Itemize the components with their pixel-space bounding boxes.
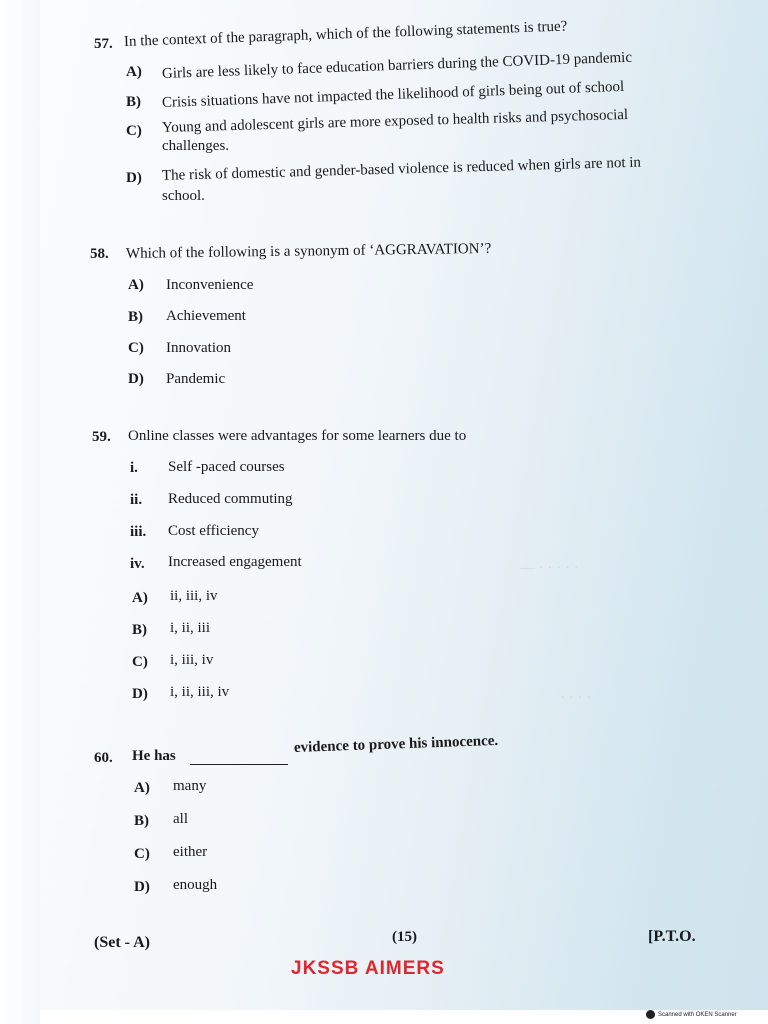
item-text: Reduced commuting [168,491,293,507]
question-number: 58. [90,246,109,262]
page-number: (15) [392,929,417,945]
option-text: Girls are less likely to face education barriers during the COVID-19 pandemic [161,49,633,82]
question-number: 59. [92,429,111,445]
option-text-continued: challenges. [162,138,230,154]
answer-blank [190,764,288,765]
item-label: ii. [130,492,143,508]
option-label: B) [128,309,143,325]
watermark-brand: JKSSB AIMERS [291,958,445,979]
option-text: Inconvenience [166,277,254,293]
bleed-through-text: — · · · · · [520,560,579,576]
question-number: 60. [94,750,113,766]
option-text: Achievement [166,308,246,324]
scanner-logo-icon [646,1010,655,1019]
option-label: A) [134,780,150,796]
option-text: many [173,778,207,794]
option-label: C) [132,654,148,670]
option-text: all [173,811,188,827]
option-text: Innovation [166,340,231,356]
option-text: Crisis situations have not impacted the likelihood of girls being out of school [161,78,625,111]
option-text: The risk of domestic and gender-based violence is reduced when girls are not in [161,154,642,184]
item-text: Increased engagement [168,554,302,570]
option-text-continued: school. [162,188,205,204]
question-text-after: evidence to prove his innocence. [293,732,499,756]
option-label: B) [132,622,147,638]
item-label: i. [130,460,138,476]
option-label: C) [134,846,150,862]
item-label: iv. [130,556,145,572]
option-text: i, ii, iii, iv [170,684,230,700]
item-text: Self -paced courses [168,459,285,475]
question-number: 57. [94,36,113,52]
option-label: A) [128,277,144,293]
option-text: Young and adolescent girls are more exposed to health risks and psychosocial [161,106,629,136]
option-label: B) [126,94,141,110]
option-label: B) [134,813,149,829]
option-text: i, ii, iii [170,620,211,636]
set-label: (Set - A) [94,934,150,951]
option-text: ii, iii, iv [170,588,218,604]
scanner-mark [646,1010,737,1019]
option-label: C) [128,340,144,356]
question-text-before: He has [132,748,176,764]
question-text: Online classes were advantages for some learners due to [128,428,467,444]
option-text: i, iii, iv [170,652,214,668]
question-text: Which of the following is a synonym of ‘AGGRAVATION’? [125,240,492,262]
option-label: C) [126,123,142,139]
scanner-note: Scanned with OKEN Scanner [658,1011,737,1018]
option-label: A) [126,64,142,80]
option-label: A) [132,590,148,606]
scan-margin [0,0,40,1024]
item-label: iii. [130,524,147,540]
pto-label: [P.T.O. [648,928,696,945]
option-text: Pandemic [166,371,226,387]
bleed-through-text: · · · · [560,690,592,706]
option-text: either [173,844,208,860]
option-label: D) [132,686,148,702]
option-text: enough [173,877,218,893]
option-label: D) [134,879,150,895]
question-text: In the context of the paragraph, which of the following statements is true? [123,18,568,50]
item-text: Cost efficiency [168,523,259,539]
option-label: D) [128,371,144,387]
option-label: D) [126,170,142,186]
